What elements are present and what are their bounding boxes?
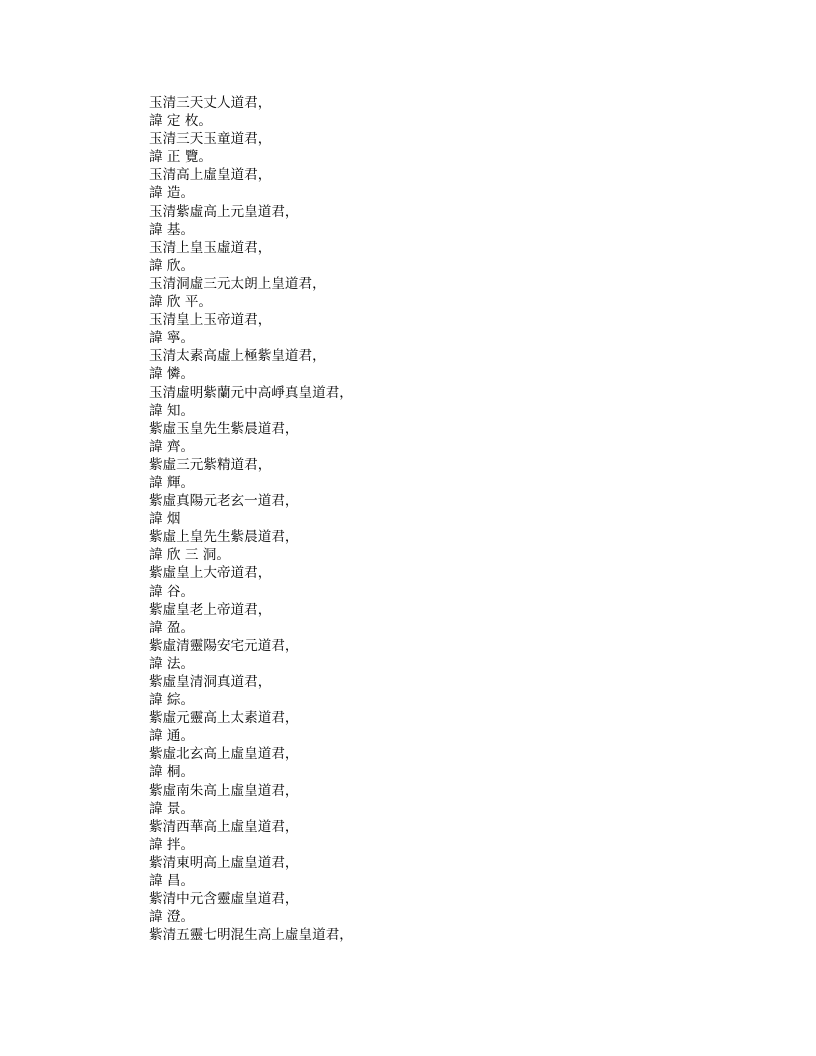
text-line: 諱 欣 平。 bbox=[149, 294, 213, 311]
text-line: 玉清高上虛皇道君， bbox=[149, 167, 272, 184]
text-line: 諱 昌。 bbox=[149, 873, 195, 890]
text-line: 紫清中元含靈虛皇道君， bbox=[149, 891, 299, 908]
text-line: 紫虛真陽元老玄一道君， bbox=[149, 493, 299, 510]
text-line: 諱 憐。 bbox=[149, 366, 195, 383]
text-line: 玉清皇上玉帝道君， bbox=[149, 312, 272, 329]
text-line: 諱 正 覽。 bbox=[149, 149, 213, 166]
text-line: 諱 欣。 bbox=[149, 257, 195, 274]
text-line: 諱 欣 三 洞。 bbox=[149, 547, 230, 564]
text-line: 玉清三天丈人道君， bbox=[149, 95, 272, 111]
text-line: 諱 盈。 bbox=[149, 619, 195, 636]
text-line: 紫清西華高上虛皇道君， bbox=[149, 818, 299, 835]
text-line: 玉清紫虛高上元皇道君， bbox=[149, 203, 299, 220]
text-line: 紫虛清靈陽安宅元道君， bbox=[149, 637, 299, 654]
text-line: 諱 澄。 bbox=[149, 909, 195, 926]
text-line: 玉清虛明紫蘭元中高崢真皇道君， bbox=[149, 384, 353, 401]
text-line: 紫虛北玄高上虛皇道君， bbox=[149, 746, 299, 763]
text-line: 諱 谷。 bbox=[149, 583, 195, 600]
text-line: 諱 景。 bbox=[149, 800, 195, 817]
text-line: 諱 烟 bbox=[149, 511, 181, 528]
text-line: 紫虛元靈高上太素道君， bbox=[149, 710, 299, 727]
text-line: 諱 定 枚。 bbox=[149, 113, 213, 130]
text-line: 諱 法。 bbox=[149, 655, 195, 672]
document-page bbox=[149, 94, 769, 944]
text-line: 諱 桐。 bbox=[149, 764, 195, 781]
text-line: 玉清上皇玉虛道君， bbox=[149, 239, 272, 256]
text-line: 紫清東明高上虛皇道君， bbox=[149, 854, 299, 871]
text-line: 紫虛三元紫精道君， bbox=[149, 456, 272, 473]
text-line: 紫虛皇上大帝道君， bbox=[149, 565, 272, 582]
text-line: 紫清五靈七明混生高上虛皇道君， bbox=[149, 927, 353, 944]
text-line: 諱 基。 bbox=[149, 221, 195, 238]
text-line: 紫虛上皇先生紫晨道君， bbox=[149, 529, 299, 546]
text-line: 紫虛皇清洞真道君， bbox=[149, 674, 272, 690]
text-line: 紫虛皇老上帝道君， bbox=[149, 601, 272, 618]
text-line: 諱 通。 bbox=[149, 728, 195, 745]
text-line: 諱 輝。 bbox=[149, 474, 195, 491]
text-line: 玉清洞虛三元太朗上皇道君， bbox=[149, 275, 326, 292]
text-line: 諱 寧。 bbox=[149, 330, 195, 347]
text-line: 玉清三天玉童道君， bbox=[149, 131, 272, 148]
text-line: 玉清太素高虛上極紫皇道君， bbox=[149, 348, 326, 365]
text-line: 紫虛玉皇先生紫晨道君， bbox=[149, 420, 299, 437]
text-line: 諱 綜。 bbox=[149, 692, 195, 709]
text-line: 諱 知。 bbox=[149, 402, 195, 419]
text-line: 諱 拌。 bbox=[149, 836, 195, 853]
text-line: 諱 造。 bbox=[149, 185, 195, 202]
text-line: 紫虛南朱高上虛皇道君， bbox=[149, 782, 299, 799]
text-line: 諱 齊。 bbox=[149, 438, 195, 455]
